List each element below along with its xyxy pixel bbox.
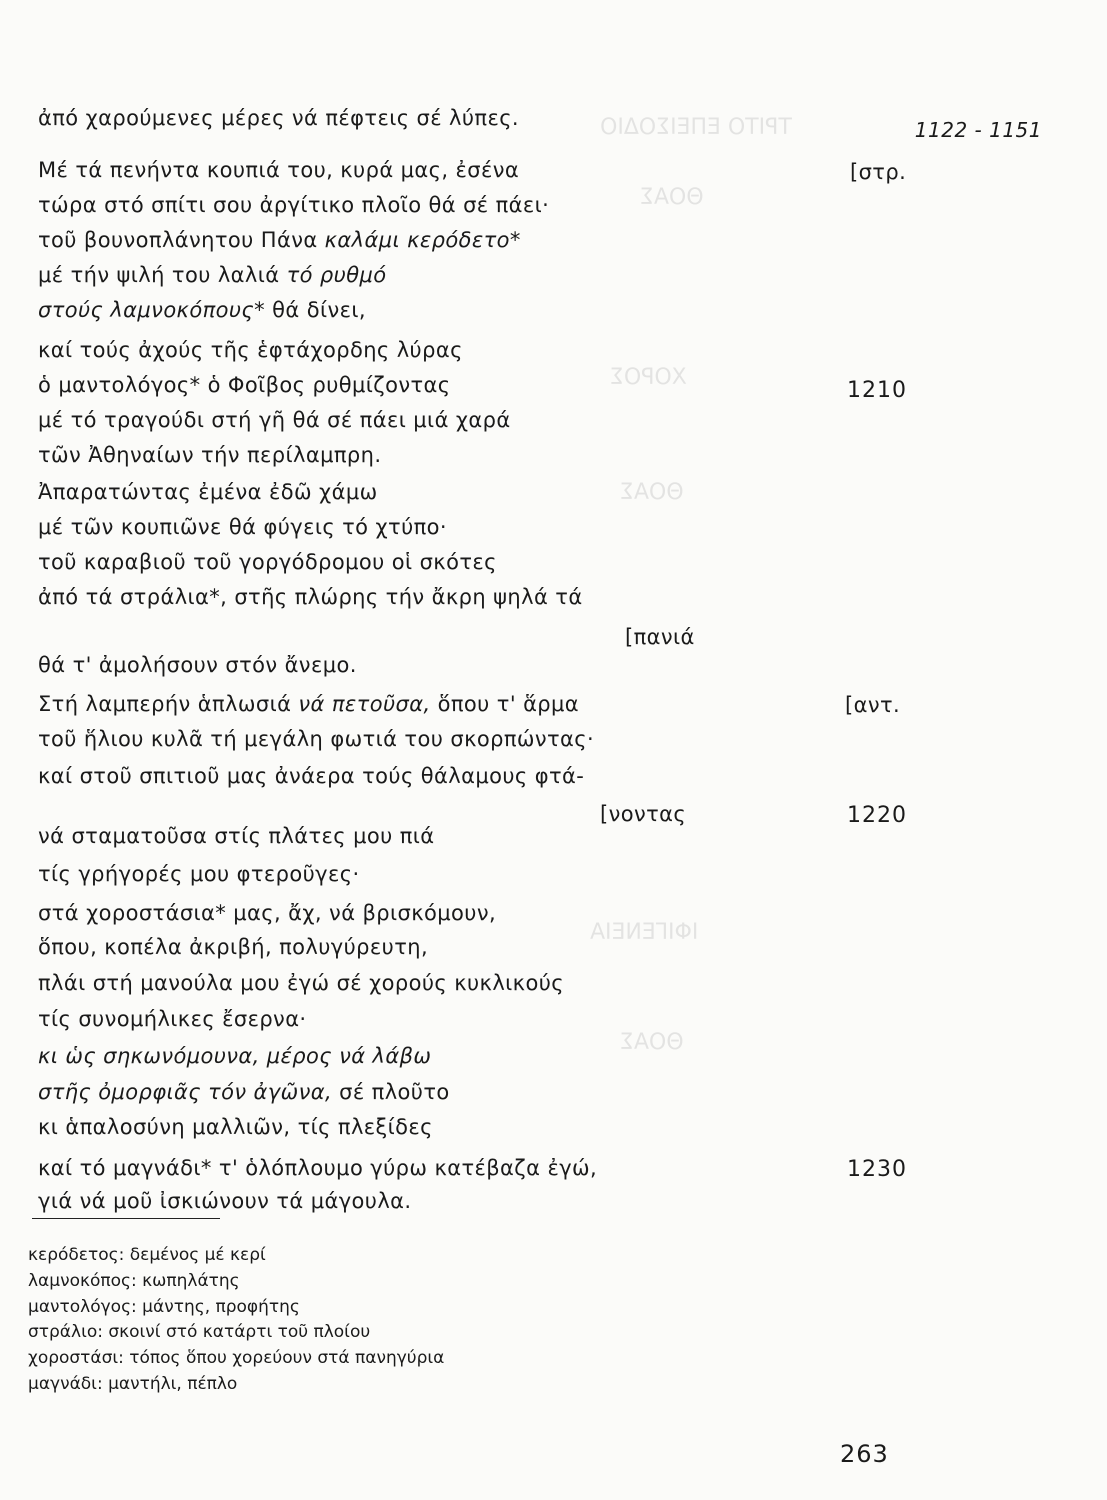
verse-line: κι ἁπαλοσύνη μαλλιῶν, τίς πλεξίδες xyxy=(38,1115,433,1139)
verse-line: Στή λαμπερήν ἁπλωσιά νά πετοῦσα, ὅπου τ' ἅρμα xyxy=(38,692,580,716)
continuation-marker: [νοντας xyxy=(600,802,687,826)
verse-line: τοῦ βουνοπλάνητου Πάνα καλάμι κερόδετο* xyxy=(38,228,521,252)
verse-line: καί τό μαγνάδι* τ' ὁλόπλουμο γύρω κατέβαζα ἐγώ, xyxy=(38,1156,598,1180)
line-number: 1210 xyxy=(847,378,907,403)
footnote: μαγνάδι: μαντήλι, πέπλο xyxy=(28,1374,238,1394)
verse-line: ἀπό τά στράλια*, στῆς πλώρης τήν ἄκρη ψηλά τά xyxy=(38,585,583,609)
page-number: 263 xyxy=(840,1440,889,1468)
verse-line: καί στοῦ σπιτιοῦ μας ἀνάερα τούς θάλαμους φτά- xyxy=(38,764,585,788)
continuation-marker: [πανιά xyxy=(625,625,695,649)
verse-line: πλάι στή μανούλα μου ἐγώ σέ χορούς κυκλικούς xyxy=(38,971,564,995)
verse-line: στῆς ὀμορφιᾶς τόν ἀγῶνα, σέ πλοῦτο xyxy=(38,1080,450,1104)
verse-line: τώρα στό σπίτι σου ἀργίτικο πλοῖο θά σέ πάει· xyxy=(38,193,550,217)
verse-line: θά τ' ἀμολήσουν στόν ἄνεμο. xyxy=(38,653,357,677)
verse-line: τίς συνομήλικες ἔσερνα· xyxy=(38,1007,307,1031)
antistrophe-marker: [αντ. xyxy=(845,693,901,717)
verse-line: ἀπό χαρούμενες μέρες νά πέφτεις σέ λύπες. xyxy=(38,106,520,130)
line-number: 1230 xyxy=(847,1157,907,1182)
verse-line: τῶν Ἀθηναίων τήν περίλαμπρη. xyxy=(38,443,382,467)
verse-line: Μέ τά πενήντα κουπιά του, κυρά μας, ἐσένα xyxy=(38,158,520,182)
bleed-through-text: ΧΟΡΟΣ xyxy=(610,365,687,390)
verse-line: ὁ μαντολόγος* ὁ Φοῖβος ρυθμίζοντας xyxy=(38,373,451,397)
bleed-through-text: ΤΡΙΤΟ ΕΠΕΙΣΟΔΙΟ xyxy=(600,115,792,140)
verse-line: κι ὡς σηκωνόμουνα, μέρος νά λάβω xyxy=(38,1044,432,1068)
footnote-divider xyxy=(32,1218,220,1219)
verse-line: μέ τῶν κουπιῶνε θά φύγεις τό χτύπο· xyxy=(38,515,448,539)
footnote: μαντολόγος: μάντης, προφήτης xyxy=(28,1297,300,1317)
strophe-marker: [στρ. xyxy=(850,160,907,184)
verse-line: τοῦ καραβιοῦ τοῦ γοργόδρομου οἱ σκότες xyxy=(38,550,497,574)
verse-line: μέ τήν ψιλή του λαλιά τό ρυθμό xyxy=(38,263,387,287)
verse-line: στά χοροστάσια* μας, ἄχ, νά βρισκόμουν, xyxy=(38,901,497,925)
bleed-through-text: ΘΟΑΣ xyxy=(620,480,684,505)
bleed-through-text: ΘΟΑΣ xyxy=(620,1030,684,1055)
verse-line: νά σταματοῦσα στίς πλάτες μου πιά xyxy=(38,824,435,848)
verse-line: τοῦ ἥλιου κυλᾶ τή μεγάλη φωτιά του σκορπώντας· xyxy=(38,727,595,751)
verse-line: τίς γρήγορές μου φτεροῦγες· xyxy=(38,862,360,886)
bleed-through-text: ΘΟΑΣ xyxy=(640,185,704,210)
line-range: 1122 - 1151 xyxy=(914,118,1042,142)
verse-line: Ἀπαρατώντας ἐμένα ἐδῶ χάμω xyxy=(38,480,378,504)
footnote: χοροστάσι: τόπος ὅπου χορεύουν στά πανηγύρια xyxy=(28,1348,445,1368)
line-number: 1220 xyxy=(847,803,907,828)
bleed-through-text: ΙΦΙΓΕΝΕΙΑ xyxy=(590,920,699,945)
verse-line: μέ τό τραγούδι στή γῆ θά σέ πάει μιά χαρά xyxy=(38,408,511,432)
verse-line: ὅπου, κοπέλα ἀκριβή, πολυγύρευτη, xyxy=(38,935,429,959)
verse-line: στούς λαμνοκόπους* θά δίνει, xyxy=(38,298,366,322)
footnote: κερόδετος: δεμένος μέ κερί xyxy=(28,1245,266,1265)
verse-line: γιά νά μοῦ ἰσκιώνουν τά μάγουλα. xyxy=(38,1189,412,1213)
footnote: λαμνοκόπος: κωπηλάτης xyxy=(28,1271,240,1291)
verse-line: καί τούς ἀχούς τῆς ἑφτάχορδης λύρας xyxy=(38,338,463,362)
footnote: στράλιο: σκοινί στό κατάρτι τοῦ πλοίου xyxy=(28,1322,371,1342)
